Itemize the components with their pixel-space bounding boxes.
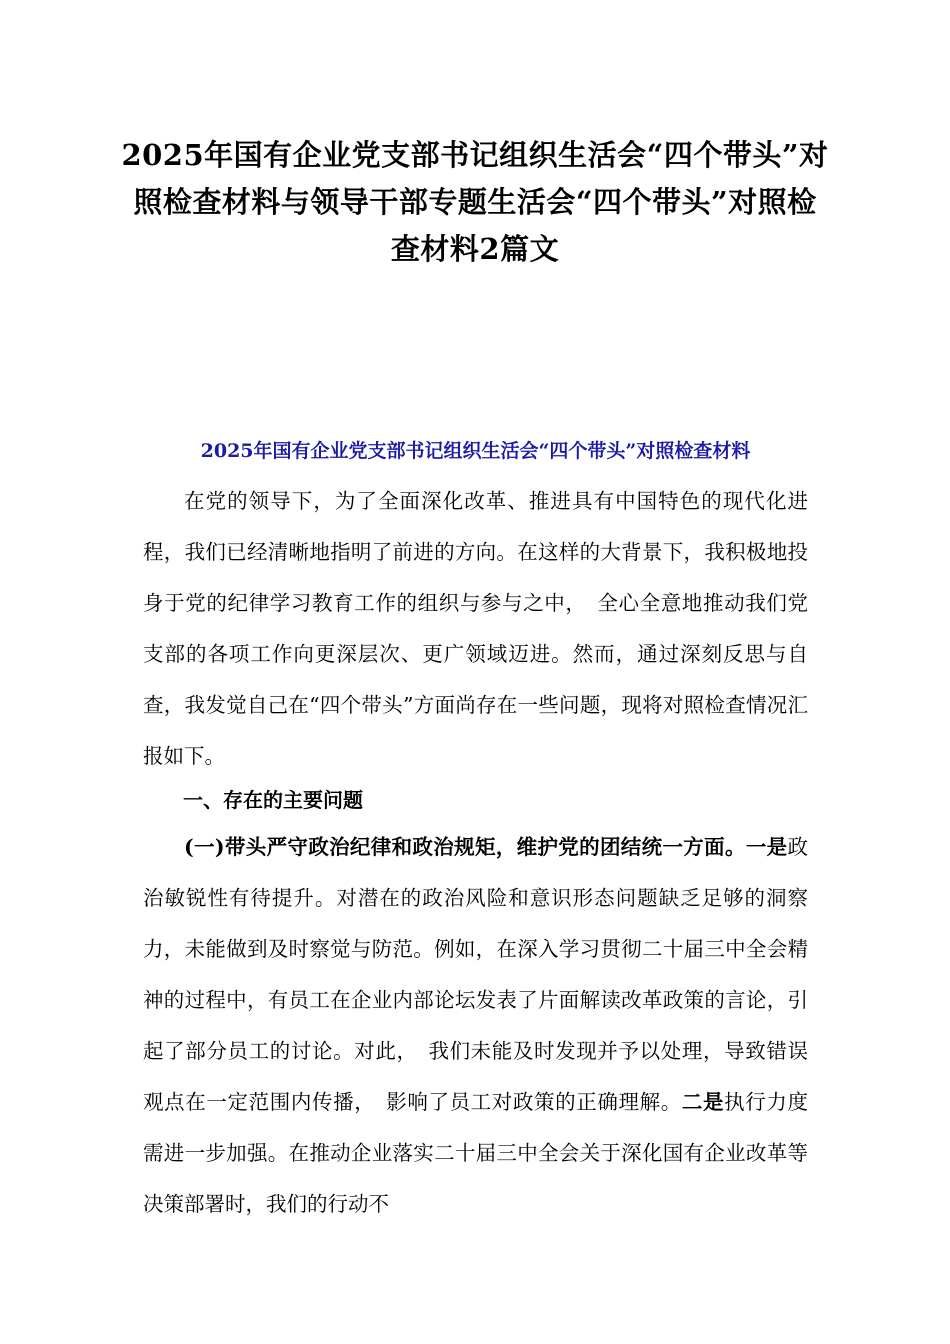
- document-title: 2025年国有企业党支部书记组织生活会“四个带头”对照检查材料与领导干部专题生活会“四个带头”对照检查材料2篇文: [121, 138, 829, 266]
- paragraph-bold-b: 二是: [681, 1090, 725, 1114]
- paragraph-text-a: 政治敏锐性有待提升。对潜在的政治风险和意识形态问题缺乏足够的洞察力，未能做到及时察觉与防范。例如，在深入学习贯彻二十届三中全会精神的过程中，有员工在企业内部论坛发表了片面解读改革政策的言论，引起了部分员工的讨论。对此， 我们未能及时发现并予以处理，导致错误观点在一定范围内传播， 影响了员工对政策的正确理解。: [143, 835, 808, 1114]
- paragraph-text-b: 执行力度需进一步加强。在推动企业落实二十届三中全会关于深化国有企业改革等决策部署时，我们的行动不: [143, 1090, 809, 1216]
- intro-paragraph: 在党的领导下，为了全面深化改革、推进具有中国特色的现代化进程，我们已经清晰地指明了前进的方向。在这样的大背景下，我积极地投身于党的纪律学习教育工作的组织与参与之中， 全心全意地推动我们党支部的各项工作向更深层次、更广领域迈进。然而，通过深刻反思与自查，我发觉自己在“四个带头”方面尚存在一些问题，现将对照检查情况汇报如下。: [143, 489, 808, 768]
- problem-paragraph-1: [143, 822, 808, 1230]
- heading-main-problems: 一、存在的主要问题: [183, 788, 363, 812]
- paragraph-lead-bold: (一)带头严守政治纪律和政治规矩，维护党的团结统一方面。一是: [184, 835, 788, 859]
- section-title: 2025年国有企业党支部书记组织生活会“四个带头”对照检查材料: [200, 440, 751, 462]
